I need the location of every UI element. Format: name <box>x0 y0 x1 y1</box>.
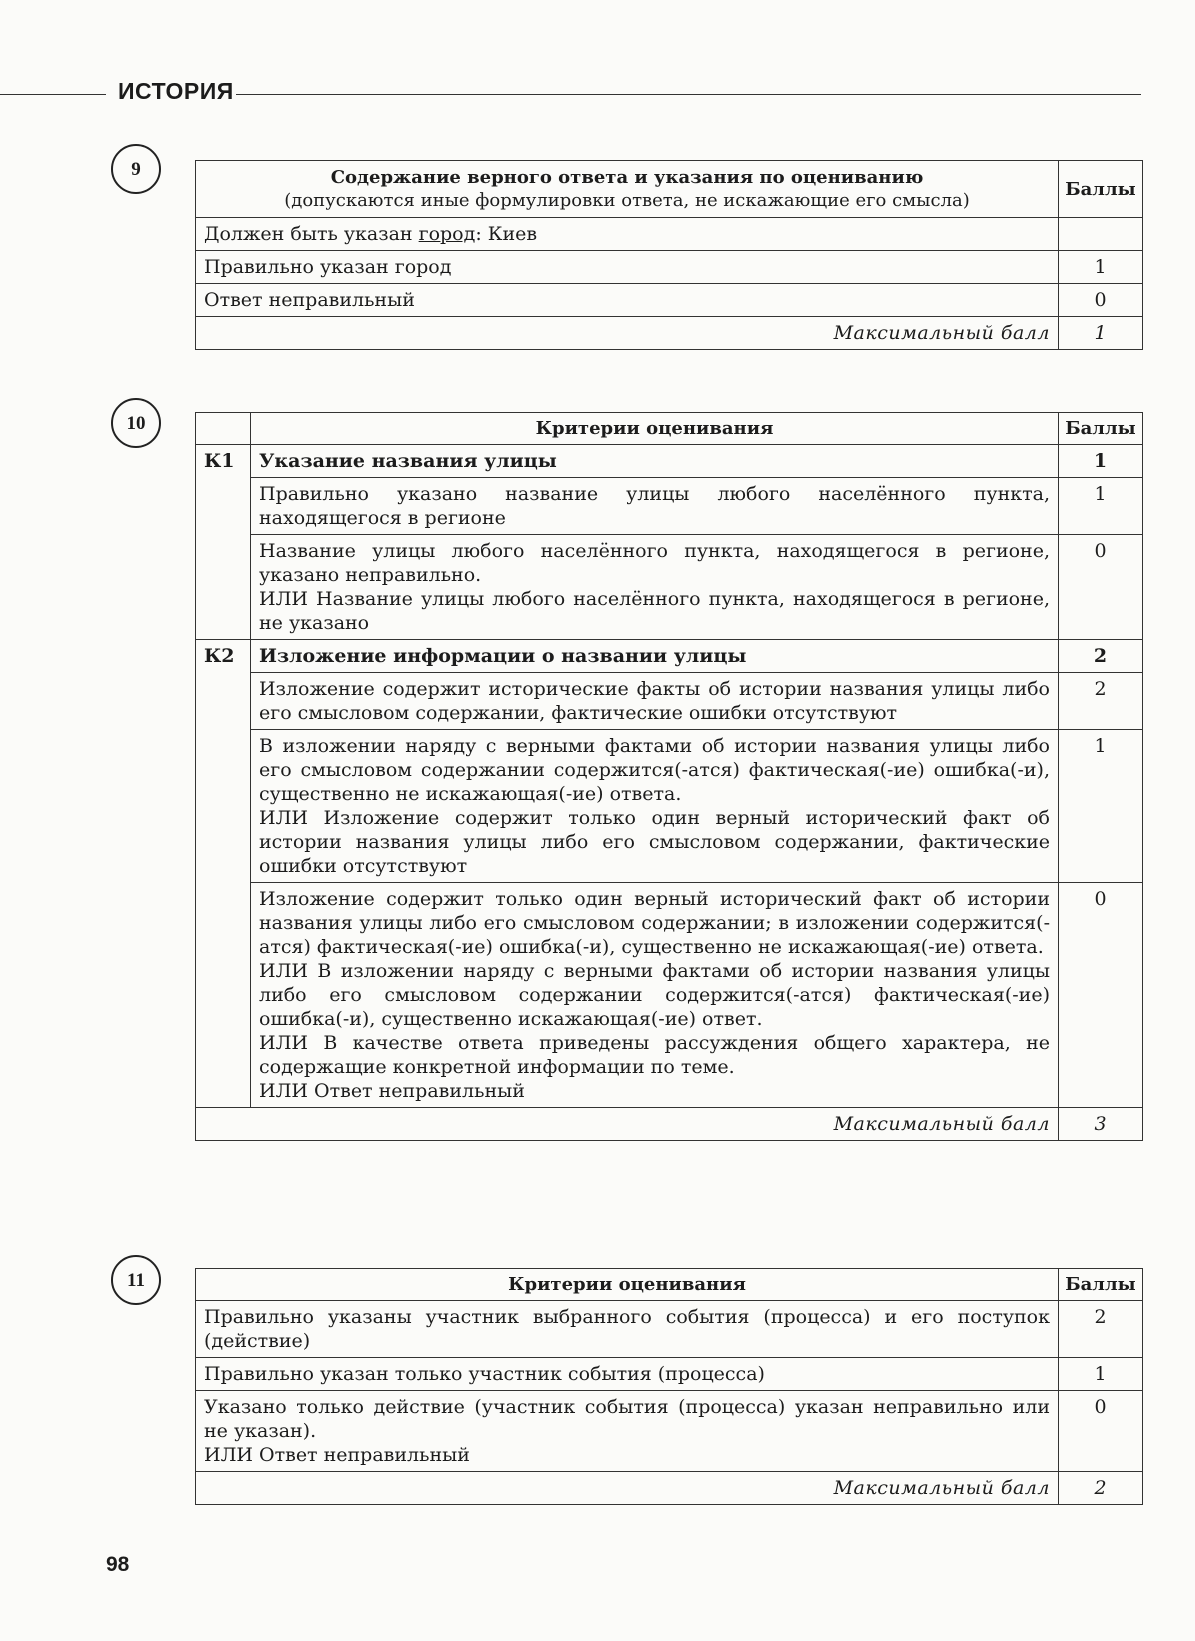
points-cell: 1 <box>1059 445 1143 478</box>
table-row <box>196 251 1143 284</box>
table-row <box>196 730 1143 883</box>
table-row <box>196 284 1143 317</box>
points-cell: 1 <box>1059 478 1143 535</box>
points-cell: 0 <box>1059 1391 1143 1472</box>
criterion-k1-row <box>196 445 1143 478</box>
table-row <box>196 1301 1143 1358</box>
header-rule-left <box>0 94 106 95</box>
criterion-text: Изложение содержит только один верный исторический факт об истории названия улицы либо его смысловом содержании; в изложении содержится(-атся) фактическая(-ие) ошибка(-и), существенно не искажающая(-ие) ответа. ИЛИ В изложении наряду с верными фактами об истории названия улицы либо его смысловом содержании содержится(-атся) фактическая(-ие) ошибка(-и), существенно искажающая(-ие) ответ. ИЛИ В качестве ответа приведены рассуждения общего характера, не содержащие конкретной информации по теме. ИЛИ Ответ неправильный <box>251 883 1059 1108</box>
answer-content-header <box>196 161 1059 218</box>
answer-cell: Должен быть указан город: Киев <box>196 218 1059 251</box>
table-header-row <box>196 1269 1143 1301</box>
section-title: ИСТОРИЯ <box>118 78 234 104</box>
points-header: Баллы <box>1059 161 1143 218</box>
max-score-value: 2 <box>1059 1472 1143 1505</box>
header-line-1: Содержание верного ответа и указания по оцениванию <box>330 167 924 188</box>
max-score-value: 1 <box>1059 317 1143 350</box>
points-cell: 0 <box>1059 535 1143 640</box>
criterion-text: Правильно указано название улицы любого населённого пункта, находящегося в регионе <box>251 478 1059 535</box>
header-rule-right <box>236 94 1141 95</box>
criterion-text: Правильно указан город <box>196 251 1059 284</box>
criteria-header: Критерии оценивания <box>251 413 1059 445</box>
q9-table <box>195 160 1143 350</box>
max-score-label: Максимальный балл <box>196 1108 1059 1141</box>
points-cell: 2 <box>1059 673 1143 730</box>
criterion-title: Указание названия улицы <box>251 445 1059 478</box>
table-row <box>196 1391 1143 1472</box>
max-score-label: Максимальный балл <box>196 317 1059 350</box>
q11-table <box>195 1268 1143 1505</box>
points-cell: 2 <box>1059 640 1143 673</box>
table-row <box>196 478 1143 535</box>
underlined-word: город <box>418 223 476 245</box>
points-cell <box>1059 218 1143 251</box>
max-score-label: Максимальный балл <box>196 1472 1059 1505</box>
points-header: Баллы <box>1059 413 1143 445</box>
max-score-row <box>196 1472 1143 1505</box>
table-row <box>196 673 1143 730</box>
criterion-text: Ответ неправильный <box>196 284 1059 317</box>
points-cell: 0 <box>1059 883 1143 1108</box>
question-number-9: 9 <box>111 144 161 194</box>
q10-table <box>195 412 1143 1141</box>
points-cell: 1 <box>1059 251 1143 284</box>
max-score-value: 3 <box>1059 1108 1143 1141</box>
criterion-k2-row <box>196 640 1143 673</box>
criteria-header: Критерии оценивания <box>196 1269 1059 1301</box>
question-number-10: 10 <box>111 398 161 448</box>
criterion-code-k2: К2 <box>196 640 251 1108</box>
points-cell: 1 <box>1059 730 1143 883</box>
page-number: 98 <box>106 1553 130 1576</box>
points-cell: 1 <box>1059 1358 1143 1391</box>
question-number-11: 11 <box>111 1255 161 1305</box>
max-score-row <box>196 1108 1143 1141</box>
table-row <box>196 218 1143 251</box>
points-header: Баллы <box>1059 1269 1143 1301</box>
table-row <box>196 883 1143 1108</box>
points-cell: 2 <box>1059 1301 1143 1358</box>
criterion-code-k1: К1 <box>196 445 251 640</box>
table-header-row <box>196 413 1143 445</box>
criterion-text: Название улицы любого населённого пункта, находящегося в регионе, указано неправильно. ИЛИ Название улицы любого населённого пункта, находящегося в регионе, не указано <box>251 535 1059 640</box>
criterion-text: Правильно указан только участник события (процесса) <box>196 1358 1059 1391</box>
table-row <box>196 535 1143 640</box>
points-cell: 0 <box>1059 284 1143 317</box>
max-score-row <box>196 317 1143 350</box>
table-row <box>196 1358 1143 1391</box>
criterion-text: Указано только действие (участник события (процесса) указан неправильно или не указан). ИЛИ Ответ неправильный <box>196 1391 1059 1472</box>
criterion-title: Изложение информации о названии улицы <box>251 640 1059 673</box>
header-line-2: (допускаются иные формулировки ответа, не искажающие его смысла) <box>284 190 970 211</box>
criterion-text: Изложение содержит исторические факты об истории названия улицы либо его смысловом содержании, фактические ошибки отсутствуют <box>251 673 1059 730</box>
criterion-text: Правильно указаны участник выбранного события (процесса) и его поступок (действие) <box>196 1301 1059 1358</box>
table-header-row <box>196 161 1143 218</box>
criterion-text: В изложении наряду с верными фактами об истории названия улицы либо его смысловом содержании содержится(-атся) фактическая(-ие) ошибка(-и), существенно не искажающая(-ие) ответа. ИЛИ Изложение содержит только один верный исторический факт об истории названия улицы либо его смысловом содержании, фактические ошибки отсутствуют <box>251 730 1059 883</box>
code-header <box>196 413 251 445</box>
